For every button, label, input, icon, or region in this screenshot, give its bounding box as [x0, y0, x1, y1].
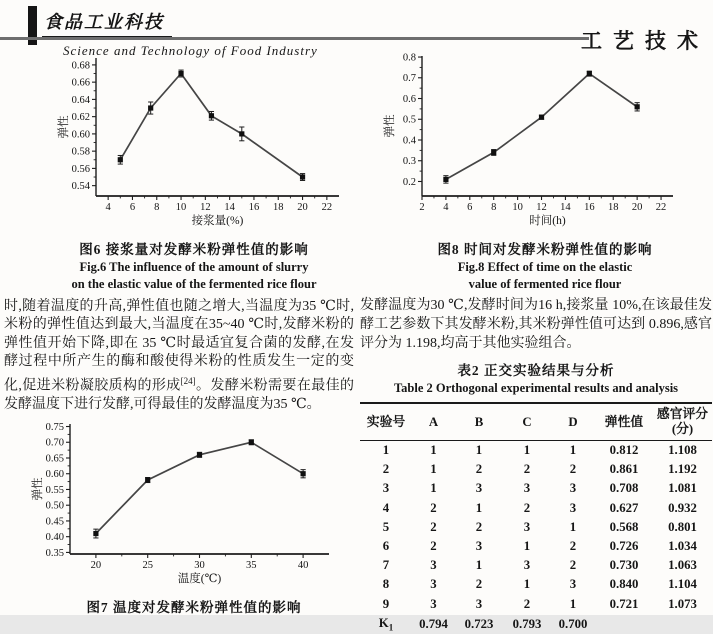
table-cell: 3 [412, 556, 455, 575]
table-row [360, 595, 712, 614]
svg-text:0.64: 0.64 [72, 95, 91, 106]
table-cell: 1 [551, 595, 595, 614]
table-cell: 2 [412, 518, 455, 537]
table-cell: 1 [551, 441, 595, 461]
svg-text:10: 10 [176, 202, 187, 213]
right-column [360, 48, 712, 634]
svg-text:10: 10 [512, 202, 523, 213]
svg-text:0.62: 0.62 [72, 112, 90, 123]
column-header-elasticity: 弹性值 [595, 403, 653, 441]
table-cell: 1 [455, 499, 503, 518]
figure8-caption-chinese: 图8 时间对发酵米粉弹性值的影响 [390, 238, 700, 258]
table-cell: 2 [455, 460, 503, 479]
table-cell: 0.627 [595, 499, 653, 518]
svg-text:8: 8 [154, 202, 159, 213]
column-header-run: 实验号 [360, 403, 412, 441]
table-row [360, 441, 712, 461]
table-cell: 3 [551, 499, 595, 518]
table-cell: 2 [412, 537, 455, 556]
table-row [360, 479, 712, 498]
svg-text:0.54: 0.54 [72, 181, 91, 192]
table-cell: 0.794 [412, 614, 455, 634]
svg-text:0.45: 0.45 [46, 516, 64, 527]
figure7-caption-chinese: 图7 温度对发酵米粉弹性值的影响 [44, 596, 344, 616]
table-cell: 1.034 [653, 537, 712, 556]
figure6-chart [56, 50, 354, 233]
svg-text:接浆量(%): 接浆量(%) [192, 213, 244, 227]
table-row [360, 575, 712, 594]
journal-logo-chinese: 食品工业科技 [42, 8, 172, 38]
table-cell: 3 [455, 479, 503, 498]
svg-text:20: 20 [297, 202, 308, 213]
svg-text:16: 16 [584, 202, 595, 213]
table-cell: 2 [551, 537, 595, 556]
svg-text:12: 12 [536, 202, 547, 213]
table-cell: 1.104 [653, 575, 712, 594]
table-cell: 0.726 [595, 537, 653, 556]
table-row [360, 499, 712, 518]
figure-6 [4, 50, 354, 292]
figure8-caption-english-line2: value of fermented rice flour [390, 277, 700, 292]
svg-text:6: 6 [467, 202, 472, 213]
table-cell: 0.708 [595, 479, 653, 498]
orthogonal-results-table [360, 402, 712, 634]
svg-text:0.60: 0.60 [72, 129, 90, 140]
left-column [4, 50, 354, 616]
table-cell: 1.192 [653, 460, 712, 479]
svg-text:0.55: 0.55 [46, 485, 64, 496]
column-header-d: D [551, 403, 595, 441]
svg-text:0.56: 0.56 [72, 164, 90, 175]
table-cell: 0.840 [595, 575, 653, 594]
body-paragraph-right: 发酵温度为30 ℃,发酵时间为16 h,接浆量 10%,在该最佳发酵工艺参数下其发酵米粉,其米粉弹性值可达到 0.896,感官评分为 1.198,均高于其他实验组合。 [360, 296, 712, 353]
table-cell: 3 [503, 556, 551, 575]
svg-text:14: 14 [560, 202, 571, 213]
svg-text:8: 8 [491, 202, 496, 213]
figure6-caption-english-line2: on the elastic value of the fermented rice flour [44, 277, 344, 292]
table-row-k1 [360, 614, 712, 634]
table-cell: 0.700 [551, 614, 595, 634]
svg-text:0.60: 0.60 [46, 469, 64, 480]
column-header-a: A [412, 403, 455, 441]
table-cell: 3 [503, 518, 551, 537]
svg-text:30: 30 [194, 560, 205, 571]
table-cell: 3 [551, 479, 595, 498]
table-cell: 3 [455, 595, 503, 614]
svg-text:0.70: 0.70 [46, 438, 64, 449]
journal-name-english: Science and Technology of Food Industry [63, 43, 318, 59]
svg-text:2: 2 [419, 202, 424, 213]
table-cell: 0.723 [455, 614, 503, 634]
svg-text:0.5: 0.5 [403, 115, 416, 126]
table-cell: 1.081 [653, 479, 712, 498]
table-cell: 1.063 [653, 556, 712, 575]
svg-text:温度(℃): 温度(℃) [178, 571, 222, 585]
svg-text:16: 16 [249, 202, 260, 213]
table-cell: 1 [551, 518, 595, 537]
table-cell: 1 [412, 479, 455, 498]
svg-text:20: 20 [632, 202, 643, 213]
figure8-chart [382, 48, 712, 233]
table-cell: 2 [551, 460, 595, 479]
table-cell: 0.568 [595, 518, 653, 537]
table-cell: 8 [360, 575, 412, 594]
table-cell: 2 [503, 460, 551, 479]
svg-text:22: 22 [656, 202, 667, 213]
table-cell: 3 [455, 537, 503, 556]
table-cell: 2 [503, 499, 551, 518]
table-cell: 3 [551, 575, 595, 594]
table-cell [653, 614, 712, 634]
table-cell: 1 [412, 441, 455, 461]
table-cell: 1 [503, 537, 551, 556]
table-cell: 3 [412, 575, 455, 594]
table-cell: 2 [503, 595, 551, 614]
table-cell: 1 [503, 575, 551, 594]
svg-text:4: 4 [443, 202, 449, 213]
table-cell: 5 [360, 518, 412, 537]
table-cell: 1 [412, 460, 455, 479]
figure7-chart [30, 416, 354, 591]
table-cell: 0.721 [595, 595, 653, 614]
table-cell: 1.073 [653, 595, 712, 614]
svg-text:6: 6 [130, 202, 135, 213]
table-cell: 1 [360, 441, 412, 461]
table-cell: 2 [455, 575, 503, 594]
table-header-row [360, 403, 712, 441]
table-cell: 3 [503, 479, 551, 498]
svg-text:弹性: 弹性 [382, 114, 396, 137]
table-row [360, 537, 712, 556]
column-header-c: C [503, 403, 551, 441]
svg-text:18: 18 [273, 202, 284, 213]
svg-text:0.3: 0.3 [403, 156, 416, 167]
svg-text:0.65: 0.65 [46, 453, 64, 464]
table-cell: 0.801 [653, 518, 712, 537]
table-cell: 2 [455, 518, 503, 537]
svg-text:35: 35 [246, 560, 256, 571]
table-cell: 9 [360, 595, 412, 614]
table-cell: 6 [360, 537, 412, 556]
svg-text:0.75: 0.75 [46, 422, 64, 433]
k1-label-cell: $K_1$ [360, 614, 412, 634]
section-title: 工艺技术 [581, 25, 709, 55]
table-cell: 1 [455, 441, 503, 461]
table-cell: 3 [412, 595, 455, 614]
svg-text:40: 40 [298, 560, 309, 571]
svg-text:22: 22 [322, 202, 333, 213]
table-cell: 2 [551, 556, 595, 575]
table-cell: 0.812 [595, 441, 653, 461]
table-cell: 3 [360, 479, 412, 498]
table-cell: 7 [360, 556, 412, 575]
table-cell: 2 [412, 499, 455, 518]
svg-text:20: 20 [91, 560, 102, 571]
table2-title-english: Table 2 Orthogonal experimental results and analysis [360, 381, 712, 396]
header-rule [0, 37, 589, 40]
figure-7 [4, 416, 354, 616]
column-header-sensory: 感官评分 (分) [653, 403, 712, 441]
svg-text:0.7: 0.7 [403, 73, 416, 84]
svg-text:0.2: 0.2 [403, 177, 416, 188]
svg-text:14: 14 [224, 202, 235, 213]
table-cell: 1 [503, 441, 551, 461]
svg-text:12: 12 [200, 202, 211, 213]
svg-text:4: 4 [106, 202, 112, 213]
svg-text:25: 25 [142, 560, 153, 571]
paragraph-text-before-reference: 时,随着温度的升高,弹性值也随之增大,当温度为35 ℃时,米粉的弹性值达到最大,当温度在35~40 ℃时,发酵米粉的弹性值开始下降,即在 35 ℃时最适宜复合菌的发酵,在发酵过程中所产生的酶和酸使得米粉的性质发生一定的变化,促进米粉凝胶质构的形成 [4, 299, 354, 393]
svg-text:0.50: 0.50 [46, 501, 64, 512]
table-cell [595, 614, 653, 634]
body-paragraph-left [4, 298, 354, 414]
reference-superscript: [24] [181, 376, 196, 386]
svg-text:0.4: 0.4 [403, 135, 417, 146]
svg-text:18: 18 [608, 202, 619, 213]
table-cell: 0.730 [595, 556, 653, 575]
table-cell: 2 [360, 460, 412, 479]
table-cell: 4 [360, 499, 412, 518]
figure8-caption-english-line1: Fig.8 Effect of time on the elastic [390, 260, 700, 275]
column-header-b: B [455, 403, 503, 441]
svg-text:0.68: 0.68 [72, 60, 90, 71]
table-cell: 1.108 [653, 441, 712, 461]
svg-text:0.8: 0.8 [403, 52, 416, 63]
table-row [360, 460, 712, 479]
svg-text:0.35: 0.35 [46, 548, 64, 559]
table-row [360, 518, 712, 537]
table-cell: 0.932 [653, 499, 712, 518]
svg-text:0.58: 0.58 [72, 147, 90, 158]
figure6-caption-chinese: 图6 接浆量对发酵米粉弹性值的影响 [44, 238, 344, 258]
svg-text:0.6: 0.6 [403, 94, 416, 105]
figure6-caption-english-line1: Fig.6 The influence of the amount of slurry [44, 260, 344, 275]
svg-text:0.66: 0.66 [72, 78, 90, 89]
svg-text:0.40: 0.40 [46, 532, 64, 543]
table-row [360, 556, 712, 575]
table-body [360, 441, 712, 634]
table-cell: 1 [455, 556, 503, 575]
paragraph-text-after-reference: 。发酵米粉需要在最佳的发酵温度下进行发酵,可得最佳的发酵温度为35 ℃。 [4, 378, 354, 411]
svg-text:弹性: 弹性 [30, 477, 44, 500]
table-cell: 0.793 [503, 614, 551, 634]
svg-text:弹性: 弹性 [56, 115, 70, 138]
figure-8 [360, 48, 712, 292]
table-cell: 0.861 [595, 460, 653, 479]
svg-text:时间(h): 时间(h) [529, 213, 566, 227]
table2-title-chinese: 表2 正交实验结果与分析 [360, 359, 712, 379]
